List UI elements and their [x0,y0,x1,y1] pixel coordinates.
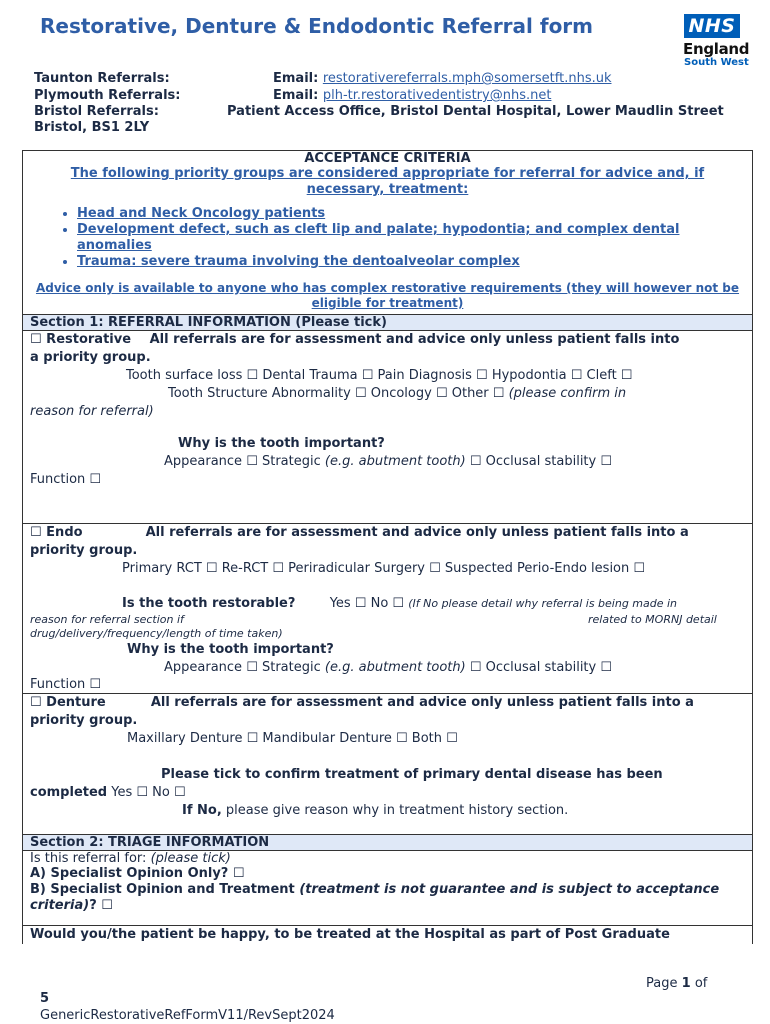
denture-confirm-row [30,784,745,802]
endo-options[interactable]: Primary RCT ☐ Re-RCT ☐ Periradicular Surgery ☐ Suspected Perio-Endo lesion ☐ [122,561,646,576]
restorative-why-options[interactable] [30,453,745,471]
page-total: 5 [40,991,50,1006]
denture-note-cont: priority group. [30,713,138,728]
denture-row [30,694,745,712]
endo-restorable-question: Is the tooth restorable? [122,596,296,611]
denture-yes-no[interactable]: Yes ☐ No ☐ [111,785,186,800]
endo-why-options[interactable] [30,659,745,677]
acceptance-intro: The following priority groups are considered appropriate for referral for advice and, if necessary, treatment: [70,166,705,197]
page-label: Page [646,976,678,991]
endo-small-note-row [30,613,745,627]
triage-option-b-checkbox[interactable]: ? ☐ [89,898,113,913]
restorative-note: All referrals are for assessment and advice only unless patient falls into [149,332,680,347]
email-label: Email: [273,71,319,86]
bristol-label: Bristol Referrals: [34,104,159,119]
endo-why-question: Why is the tooth important? [127,642,334,657]
triage-question-row [30,851,745,866]
taunton-label: Taunton Referrals: [34,71,170,86]
denture-if-no-row [30,802,745,820]
bristol-postcode: Bristol, BS1 2LY [34,120,150,135]
restorative-why-options-note: (e.g. abutment tooth) [324,454,466,469]
endo-note-cont: priority group. [30,543,138,558]
plymouth-email-link[interactable]: plh-tr.restorativedentistry@nhs.net [322,88,552,103]
restorative-checkbox[interactable]: ☐ Restorative [30,332,132,347]
endo-restorable-note: (If No please detail why referral is being made in [408,597,678,610]
page-of: of [694,976,708,991]
triage-cell [23,851,753,926]
denture-confirm-question: Please tick to confirm treatment of primary dental disease has been [161,767,663,782]
restorative-why-question: Why is the tooth important? [178,436,385,451]
endo-function-checkbox[interactable]: Function ☐ [30,677,102,692]
triage-option-b-note: (treatment is not guarantee and is subject to acceptance criteria) [30,882,720,913]
denture-note: All referrals are for assessment and advice only unless patient falls into a [150,695,694,710]
restorative-cell [23,331,753,524]
section2-heading: Section 2: TRIAGE INFORMATION [23,835,753,851]
restorative-options-2-note: (please confirm in [508,386,627,401]
acceptance-criteria-cell [23,151,753,315]
list-item: • Head and Neck Oncology patients [77,206,745,222]
endo-note: All referrals are for assessment and advice only unless patient falls into a [145,525,689,540]
referral-form-table [22,150,753,944]
restorative-why-options-a[interactable]: Appearance ☐ Strategic [164,454,321,469]
triage-option-a[interactable]: A) Specialist Opinion Only? ☐ [30,866,245,881]
page-title: Restorative, Denture & Endodontic Referral form [40,14,594,38]
endo-row [30,524,745,542]
endo-why-options-note: (e.g. abutment tooth) [324,660,466,675]
endo-small-note-c: drug/delivery/frequency/length of time taken) [30,627,283,640]
endo-checkbox[interactable]: ☐ Endo [30,525,83,540]
triage-question-note: (please tick) [150,851,231,866]
restorative-options-1[interactable]: Tooth surface loss ☐ Dental Trauma ☐ Pain Diagnosis ☐ Hypodontia ☐ Cleft ☐ [126,368,633,383]
page-indicator [646,976,707,991]
endo-restorable-yes-no[interactable]: Yes ☐ No ☐ [329,596,405,611]
acceptance-heading: ACCEPTANCE CRITERIA [304,151,471,166]
endo-why-options-a[interactable]: Appearance ☐ Strategic [164,660,321,675]
plymouth-email-row [273,88,551,103]
list-item: • Trauma: severe trauma involving the dentoalveolar complex [77,254,745,270]
denture-options[interactable]: Maxillary Denture ☐ Mandibular Denture ☐ Both ☐ [127,731,458,746]
plymouth-label: Plymouth Referrals: [34,88,181,103]
priority-groups-list [30,206,745,270]
nhs-logo: NHS [684,14,740,38]
endo-why-options-b[interactable]: ☐ Occlusal stability ☐ [469,660,613,675]
endo-small-note-a: reason for referral section if [30,613,184,626]
restorative-note-cont: a priority group. [30,350,151,365]
restorative-options-3-note: reason for referral) [30,404,154,419]
endo-cell [23,524,753,694]
taunton-email-row [273,71,612,86]
restorative-why-options-b[interactable]: ☐ Occlusal stability ☐ [469,454,613,469]
denture-confirm-cont: completed [30,785,108,800]
endo-small-note-b: related to MORNJ detail [588,613,717,626]
restorative-row [30,331,745,349]
denture-checkbox[interactable]: ☐ Denture [30,695,106,710]
restorative-function-checkbox[interactable]: Function ☐ [30,472,102,487]
denture-if-no-text: please give reason why in treatment history section. [225,803,569,818]
taunton-email-link[interactable]: restorativereferrals.mph@somersetft.nhs.uk [322,71,612,86]
postgrad-cell [23,926,753,945]
triage-option-b-label[interactable]: B) Specialist Opinion and Treatment [30,882,295,897]
triage-question: Is this referral for: [30,851,147,866]
page-number: 1 [681,976,691,991]
nhs-logo-sub: South West [684,57,749,68]
list-item: • Development defect, such as cleft lip and palate; hypodontia; and complex dental anomalies [77,222,745,254]
restorative-options-2[interactable] [30,385,745,403]
advice-only-note: Advice only is available to anyone who has complex restorative requirements (they will however not be eligible for treatment) [35,281,740,310]
form-reference: GenericRestorativeRefFormV11/RevSept2024 [40,1008,335,1023]
restorative-options-2-text[interactable]: Tooth Structure Abnormality ☐ Oncology ☐ Other ☐ [168,386,505,401]
bristol-address: Patient Access Office, Bristol Dental Hospital, Lower Maudlin Street [227,104,724,119]
nhs-logo-region: England [683,40,750,58]
denture-cell [23,694,753,835]
triage-option-b[interactable] [30,882,745,914]
denture-if-no-label: If No, [182,803,222,818]
section1-heading: Section 1: REFERRAL INFORMATION (Please tick) [23,315,753,331]
email-label: Email: [273,88,319,103]
endo-restorable-row [30,595,745,613]
postgrad-question: Would you/the patient be happy, to be treated at the Hospital as part of Post Graduate [30,927,670,942]
restorative-options-3 [30,403,745,421]
